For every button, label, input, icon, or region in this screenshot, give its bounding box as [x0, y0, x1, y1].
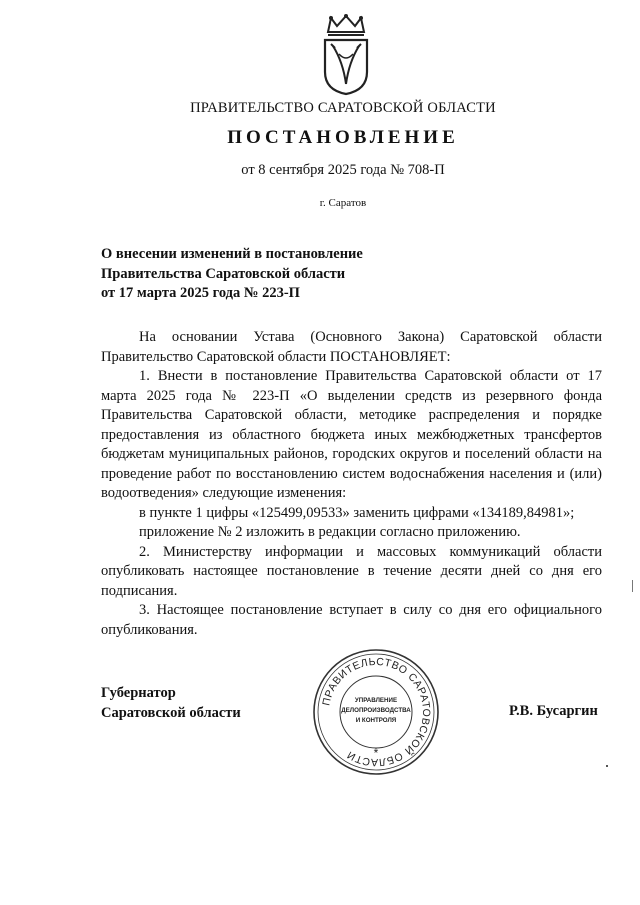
document-body — [101, 328, 602, 640]
stamp-center-line: УПРАВЛЕНИЕ — [354, 697, 398, 704]
signatory-title-line: Губернатор — [101, 685, 176, 701]
subject-line: от 17 марта 2025 года № 223-П — [101, 285, 300, 301]
official-stamp — [311, 647, 441, 777]
government-name: ПРАВИТЕЛЬСТВО САРАТОВСКОЙ ОБЛАСТИ — [190, 100, 496, 116]
document-date-number: от 8 сентября 2025 года № 708-П — [241, 162, 445, 178]
document-type: ПОСТАНОВЛЕНИЕ — [227, 127, 459, 148]
coat-of-arms-icon — [321, 14, 371, 96]
body-paragraph-item-3: 3. Настоящее постановление вступает в силу со дня его официального опубликования. — [101, 602, 602, 638]
scan-mark — [632, 580, 633, 592]
body-paragraph-change-1: в пункте 1 цифры «125499,09533» заменить цифрами «134189,84981»; — [139, 504, 575, 521]
signatory-title — [101, 684, 241, 723]
subject-line: Правительства Саратовской области — [101, 265, 346, 282]
scan-mark — [606, 765, 608, 767]
body-paragraph-item-2: 2. Министерству информации и массовых коммуникаций области опубликовать настоящее постановление в течение десяти дней со дня его подписания. — [101, 543, 602, 599]
document-city: г. Саратов — [319, 197, 367, 209]
stamp-center-line: И КОНТРОЛЯ — [355, 717, 397, 724]
stamp-center-line: ДЕЛОПРОИЗВОДСТВА — [341, 707, 411, 714]
stamp-ring-text: ПРАВИТЕЛЬСТВО САРАТОВСКОЙ ОБЛАСТИ — [320, 655, 433, 769]
document-subject — [101, 245, 431, 304]
body-paragraph-change-2: приложение № 2 изложить в редакции согласно приложению. — [139, 524, 521, 540]
subject-line: О внесении изменений в постановление — [101, 246, 363, 262]
signatory-title-line: Саратовской области — [101, 704, 241, 721]
signatory-name: Р.В. Бусаргин — [509, 703, 598, 719]
body-paragraph-preamble: На основании Устава (Основного Закона) Саратовской области Правительство Саратовской области ПОСТАНОВЛЯЕТ: — [101, 329, 602, 365]
body-paragraph-item-1: 1. Внести в постановление Правительства Саратовской области от 17 марта 2025 года № 223-П «О выделении средств из резервного фонда Правительства Саратовской области, методике распределения и порядке предоставления из областного бюджета иных межбюджетных трансфертов бюджетам муниципальных районов, городских округов и поселений области на проведение работ по восстановлению систем водоснабжения населения и (или) водоотведения» следующие изменения: — [101, 368, 602, 501]
stamp-star: * — [373, 746, 379, 760]
